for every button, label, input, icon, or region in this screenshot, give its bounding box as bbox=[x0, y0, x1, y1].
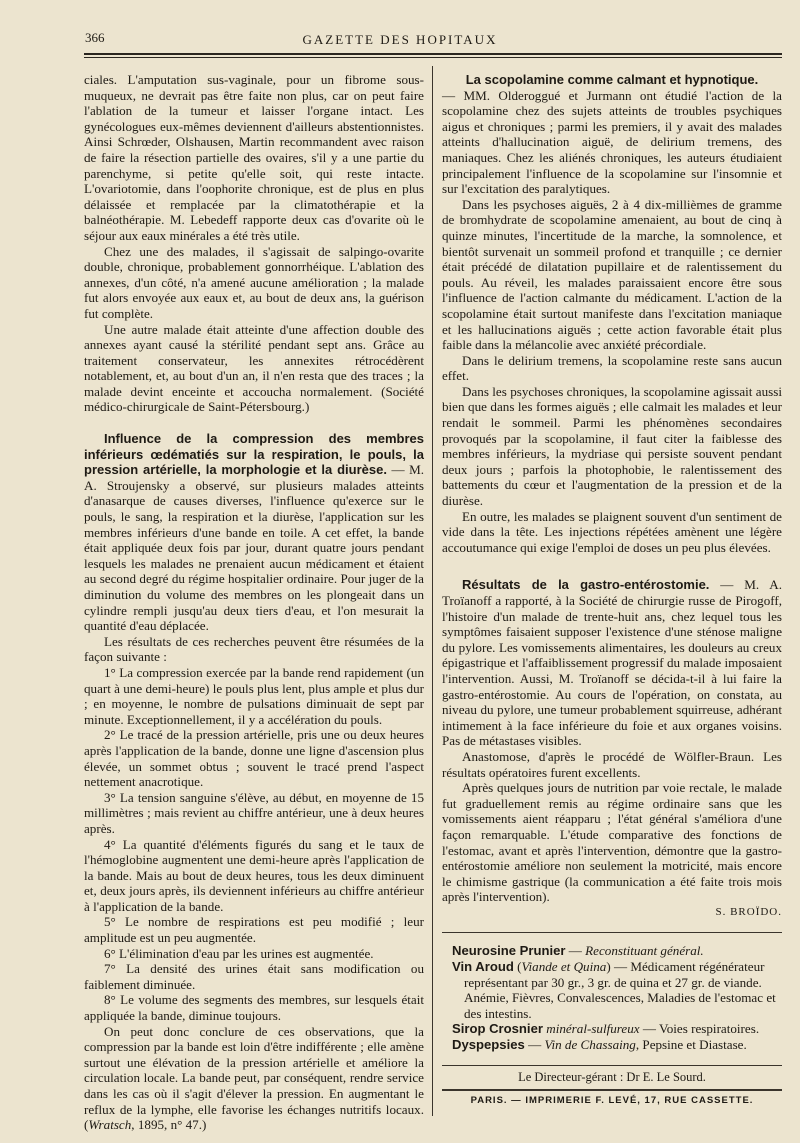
paragraph: Dans le delirium tremens, la scopolamine reste sans aucun effet. bbox=[442, 352, 782, 384]
ad-sep: — bbox=[524, 1037, 545, 1053]
author-signature: S. BROÏDO. bbox=[715, 905, 782, 918]
article-intro: — MM. Olderoggué et Jurmann ont étudié l'action de la scopolamine chez des sujets atteints de troubles psychiques aigus et chroniques ; parmi les premiers, il y avait des malades atteints d'hallucination aiguë, de delirium tremens, des maniaques. Chez les aliénés chroniques, les auteurs étudiaient principalement l'influence de la scopolamine sur l'insomnie et sur l'excitation des paralytiques. bbox=[442, 87, 782, 197]
list-item: 2° Le tracé de la pression artérielle, pris une ou deux heures après l'application de la bande, donne une ligne d'ascension plus élevée, un sommet obtus ; souvent le tracé prend l'aspect nettement anacrotique. bbox=[84, 727, 424, 790]
ad-item bbox=[442, 959, 782, 1021]
header-rule-thin bbox=[84, 57, 782, 58]
ad-sep: — bbox=[565, 943, 586, 959]
list-item: 3° La tension sanguine s'élève, au début, en moyenne de 15 millimètres ; mais revient au chiffre antérieur, une à deux heures après. bbox=[84, 789, 424, 836]
article-title: La scopolamine comme calmant et hypnotique. bbox=[465, 72, 759, 87]
article-intro: — M. A. Stroujensky a observé, sur plusieurs malades atteints d'anasarque de causes diverses, l'influence qu'exerce sur le pouls, le sang, la respiration et la diurèse, l'application sur les membres inférieurs d'une bande en toile. A cet effet, la bande était appliquée deux fois par jour, durant quatre jours pendant lesquels les malades ne prenaient aucun médicament et étaient au second degré du régime hospitalier ordinaire. Pour juger de la diminution du volume des membres on les plongeait dans un cylindre rempli jusqu'au deux tiers d'eau, et l'on mesurait la quantité d'eau déplacée. bbox=[84, 462, 424, 634]
article-scopolamine bbox=[442, 72, 782, 197]
paragraph: En outre, les malades se plaignent souvent d'un sentiment de vide dans la tête. Les injections répétées amènent une légère accoutumance qui exige l'emploi de doses un peu plus élevées. bbox=[442, 508, 782, 555]
list-item: 1° La compression exercée par la bande rend rapidement (un quart à une demi-heure) le pouls plus lent, plus ample et plus dur ; en moyenne, le nombre de pulsations diminuait de sept par minute. Exceptionnellement, il y a accélération du pouls. bbox=[84, 664, 424, 727]
article-title: Influence de la compression des membres inférieurs œdématiés sur la respiration, le pouls, la pression artérielle, la morphologie et la diurèse. bbox=[84, 431, 424, 478]
conclusion-text: On peut donc conclure de ces observations, que la compression par la bande est loin d'être indifférente ; elle amène surtout une élévation de la pression artérielle et améliore la circulation locale. La bande peut, par conséquent, rendre service dans les cas où il s'agit d'élever la pression. En augmentant le reflux de la lymphe, elle favorise les échanges nutritifs locaux. ( bbox=[84, 1023, 424, 1133]
conclusion-paragraph bbox=[84, 1024, 424, 1133]
ad-desc: Viande et Quina bbox=[521, 959, 607, 975]
ad-name: Neurosine Prunier bbox=[452, 943, 566, 959]
list-item: 8° Le volume des segments des membres, sur lesquels était appliquée la bande, diminue toujours. bbox=[84, 992, 424, 1024]
article-compression bbox=[84, 431, 424, 634]
paragraph: Après quelques jours de nutrition par voie rectale, le malade fut graduellement remis au régime ordinaire sans que les vomissements aient réapparu ; l'état général s'améliora d'une façon remarquable. L'étude comparative des fonctions de l'estomac, avant et après l'intervention, démontre que la gastro-entérostomie améliore non seulement la motricité, mais encore le chimisme gastrique (la communication a été faite trois mois après l'intervention). bbox=[442, 780, 782, 905]
footer-rule bbox=[442, 1065, 782, 1066]
list-item: 5° Le nombre de respirations est peu modifié ; leur amplitude est un peu augmentée. bbox=[84, 914, 424, 946]
page-number: 366 bbox=[85, 30, 105, 45]
list-item: 4° La quantité d'éléments figurés du sang et le taux de l'hémoglobine augmentent une demi-heure après l'application de la bande. Mais au bout de deux heures, tous les deux diminuent et, deux jours après, ils deviennent inférieurs au chiffre antérieur à l'application de la bande. bbox=[84, 836, 424, 914]
ad-rest: — Voies respiratoires. bbox=[639, 1021, 760, 1037]
ad-name: Vin Aroud bbox=[452, 959, 514, 975]
printer-line: PARIS. — IMPRIMERIE F. LEVÉ, 17, RUE CASSETTE. bbox=[470, 1095, 754, 1107]
ad-item bbox=[442, 1021, 782, 1037]
header-rule bbox=[84, 53, 782, 55]
paragraph: Chez une des malades, il s'agissait de salpingo-ovarite double, chronique, probablement gonnorrhéique. L'ablation des annexes, d'un côté, n'a amené aucune amélioration ; la malade fut alors envoyée aux eaux et, au bout de deux ans, la guérison fut complète. bbox=[84, 243, 424, 321]
right-column bbox=[442, 72, 782, 1109]
ad-desc: Reconstituant général. bbox=[585, 943, 704, 959]
source-ref: , 1895, n° 47.) bbox=[131, 1117, 207, 1133]
advertisements bbox=[442, 943, 782, 1052]
paragraph: Dans les psychoses chroniques, la scopolamine agissait aussi bien que dans les formes aiguës ; elle calmait les malades et leur rendait le sommeil. Parmi les phénomènes secondaires provoqués par la scopolamine, il faut citer la faiblesse des membres inférieurs, la mydriase qui persiste souvent pendant deux jours ; parfois la photophobie, le ralentissement des battements du cœur et l'augmentation de la pression et de la diurèse. bbox=[442, 383, 782, 509]
footer-rule-thick bbox=[442, 1089, 782, 1091]
paragraph: ciales. L'amputation sus-vaginale, pour un fibrome sous-muqueux, ne devrait pas être faite non plus, car on peut faire l'ablation de la tumeur et laisser l'organe intact. Les gynécologues eux-mêmes deviennent d'ailleurs abstentionnistes. Ainsi Schrœder, Olshausen, Martin recommandent avec raison de faire la résection partielle des ovaires, s'il y a une partie du parenchyme, si petite qu'elle soit, qui reste intacte. L'ovariotomie, dans l'oophorite chronique, est de plus en plus délaissée et remplacée par la climatothérapie et la balnéothérapie. M. Lebedeff rapporte deux cas d'ovarite où le séjour aux eaux minérales a été très utile. bbox=[84, 72, 424, 243]
ad-rest: ) — Médicament régénérateur représentant par 30 gr., 3 gr. de quina et 27 gr. de viande. Anémie, Fièvres, Convalescences, Maladies de l'estomac et des intestins. bbox=[464, 959, 776, 1021]
ad-name: Sirop Crosnier bbox=[452, 1021, 543, 1037]
list-item: 6° L'élimination d'eau par les urines est augmentée. bbox=[104, 945, 374, 961]
paragraph: Les résultats de ces recherches peuvent être résumées de la façon suivante : bbox=[84, 633, 424, 665]
director-line: Le Directeur-gérant : Dr E. Le Sourd. bbox=[518, 1069, 706, 1084]
paragraph: Dans les psychoses aiguës, 2 à 4 dix-millièmes de gramme de bromhydrate de scopolamine amenaient, au bout de cinq à quinze minutes, l'incertitude de la marche, la somnolence, et bientôt survenait un sommeil profond et tranquille ; ce dernier était précédé de dilatation pupillaire et de ralentissement du pouls. Au réveil, les malades paraissaient encore être sous l'influence de l'action calmante du médicament. L'action de la scopolamine était surtout manifeste dans l'excitation maniaque et les hallucinations aiguës ; cette action favorable était plus faible dans la mélancolie avec anxiété précordiale. bbox=[442, 196, 782, 353]
source-journal: Wratsch bbox=[88, 1117, 132, 1133]
ad-sep: ( bbox=[513, 959, 522, 975]
article-title: Résultats de la gastro-entérostomie. bbox=[462, 577, 710, 593]
section-rule bbox=[442, 932, 782, 933]
paragraph: Anastomose, d'après le procédé de Wölfler-Braun. Les résultats opératoires furent excellents. bbox=[442, 748, 782, 780]
ad-rest: , Pepsine et Diastase. bbox=[635, 1037, 747, 1053]
column-divider bbox=[432, 66, 433, 1116]
article-gastro bbox=[442, 577, 782, 749]
list-item: 7° La densité des urines était sans modification ou faiblement diminuée. bbox=[84, 961, 424, 992]
ad-item bbox=[442, 943, 782, 959]
article-intro: — M. A. Troïanoff a rapporté, à la Société de chirurgie russe de Pirogoff, l'histoire d'un malade de trente-huit ans, chez lequel tous les symptômes faisaient supposer l'existence d'une sténose maligne du pylore. Les vomissements alimentaires, les douleurs au creux épigastrique et l'affaiblissement progressif du malade imposaient l'intervention. Aussi, M. Troïanoff se décida-t-il à lui faire la gastro-entérostomie. Au cours de l'opération, on constata, au niveau du pylore, une tumeur probablement squirreuse, adhérant intimement à la face inférieure du foie et aux organes voisins. Pas de métastases visibles. bbox=[442, 577, 783, 749]
paragraph: Une autre malade était atteinte d'une affection double des annexes ayant causé la stérilité pendant sept ans. Grâce au traitement conservateur, les annexites rétrocédèrent notablement, et, au bout d'un an, il n'en resta que des traces ; la malade devint enceinte et accoucha normalement. (Société médico-chirurgicale de Saint-Pétersbourg.) bbox=[84, 321, 424, 415]
ad-item bbox=[442, 1037, 782, 1053]
ad-desc: Vin de Chassaing bbox=[544, 1037, 636, 1053]
ad-desc: minéral-sulfureux bbox=[546, 1021, 640, 1037]
ad-name: Dyspepsies bbox=[452, 1037, 525, 1053]
journal-title: GAZETTE DES HOPITAUX bbox=[302, 32, 498, 47]
left-column bbox=[84, 72, 424, 1133]
